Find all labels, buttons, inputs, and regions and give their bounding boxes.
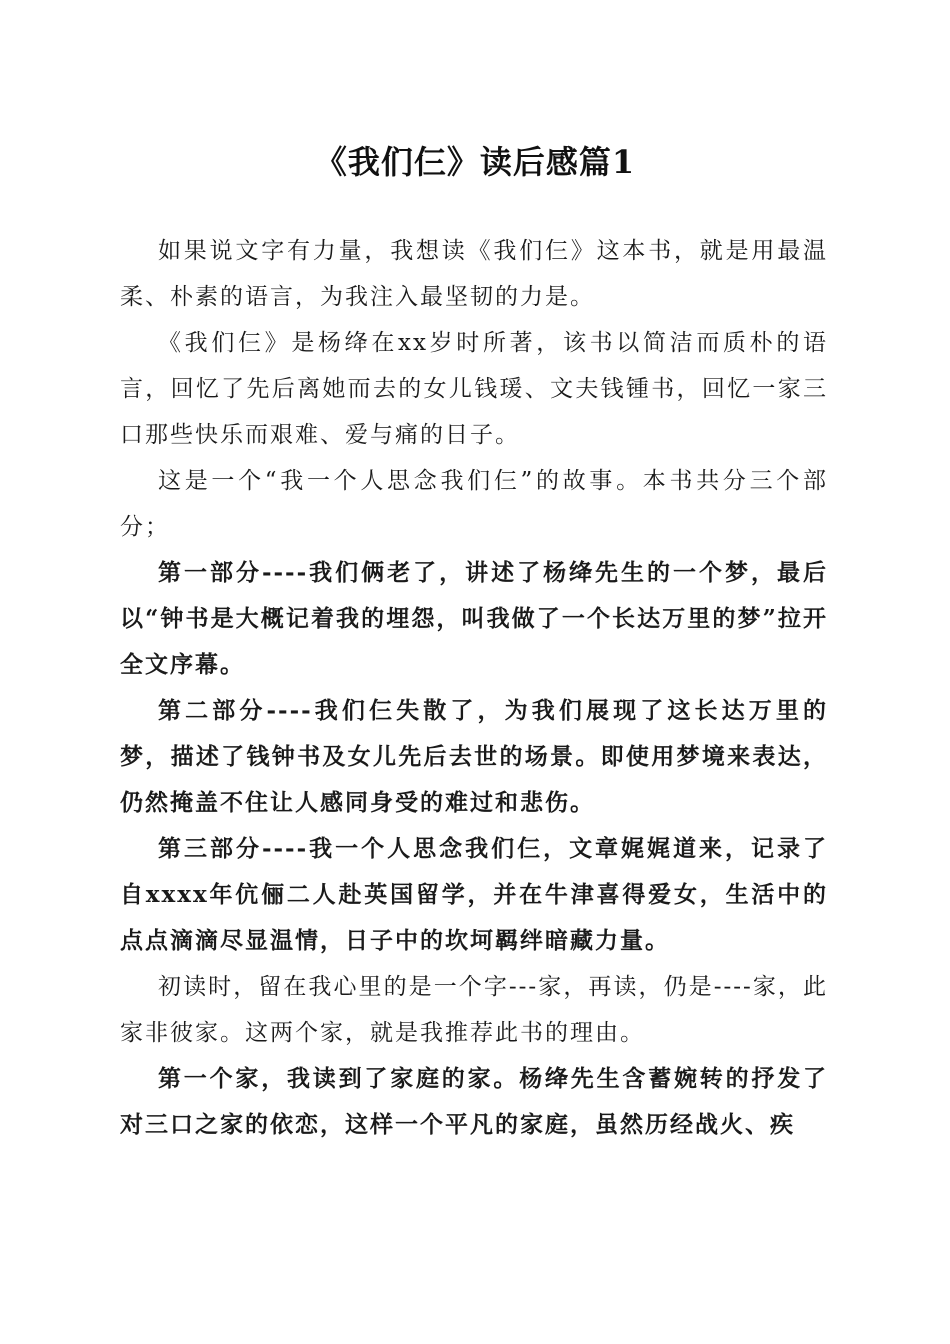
document-body xyxy=(120,228,828,1148)
paragraph: 《我们仨》是杨绛在xx岁时所著，该书以简洁而质朴的语言，回忆了先后离她而去的女儿钱瑗、文夫钱锺书，回忆一家三口那些快乐而艰难、爱与痛的日子。 xyxy=(120,330,828,448)
paragraph: 这是一个“我一个人思念我们仨”的故事。本书共分三个部分； xyxy=(120,468,828,540)
paragraph: 第一部分----我们俩老了，讲述了杨绛先生的一个梦，最后以“钟书是大概记着我的埋怨，叫我做了一个长达万里的梦”拉开全文序幕。 xyxy=(120,559,828,678)
paragraph: 初读时，留在我心里的是一个字---家，再读，仍是----家，此家非彼家。这两个家，就是我推荐此书的理由。 xyxy=(120,974,828,1046)
paragraph: 第三部分----我一个人思念我们仨，文章娓娓道来，记录了自xxxx年伉俪二人赴英国留学，并在牛津喜得爱女，生活中的点点滴滴尽显温情，日子中的坎坷羁绊暗藏力量。 xyxy=(120,835,828,954)
document-title: 《我们仨》读后感篇1 xyxy=(314,143,636,181)
paragraph: 第一个家，我读到了家庭的家。杨绛先生含蓄婉转的抒发了对三口之家的依恋，这样一个平凡的家庭，虽然历经战火、疾 xyxy=(120,1065,828,1138)
paragraph: 第二部分----我们仨失散了，为我们展现了这长达万里的梦，描述了钱钟书及女儿先后去世的场景。即使用梦境来表达，仍然掩盖不住让人感同身受的难过和悲伤。 xyxy=(120,697,828,816)
paragraph: 如果说文字有力量，我想读《我们仨》这本书，就是用最温柔、朴素的语言，为我注入最坚韧的力是。 xyxy=(120,238,828,310)
